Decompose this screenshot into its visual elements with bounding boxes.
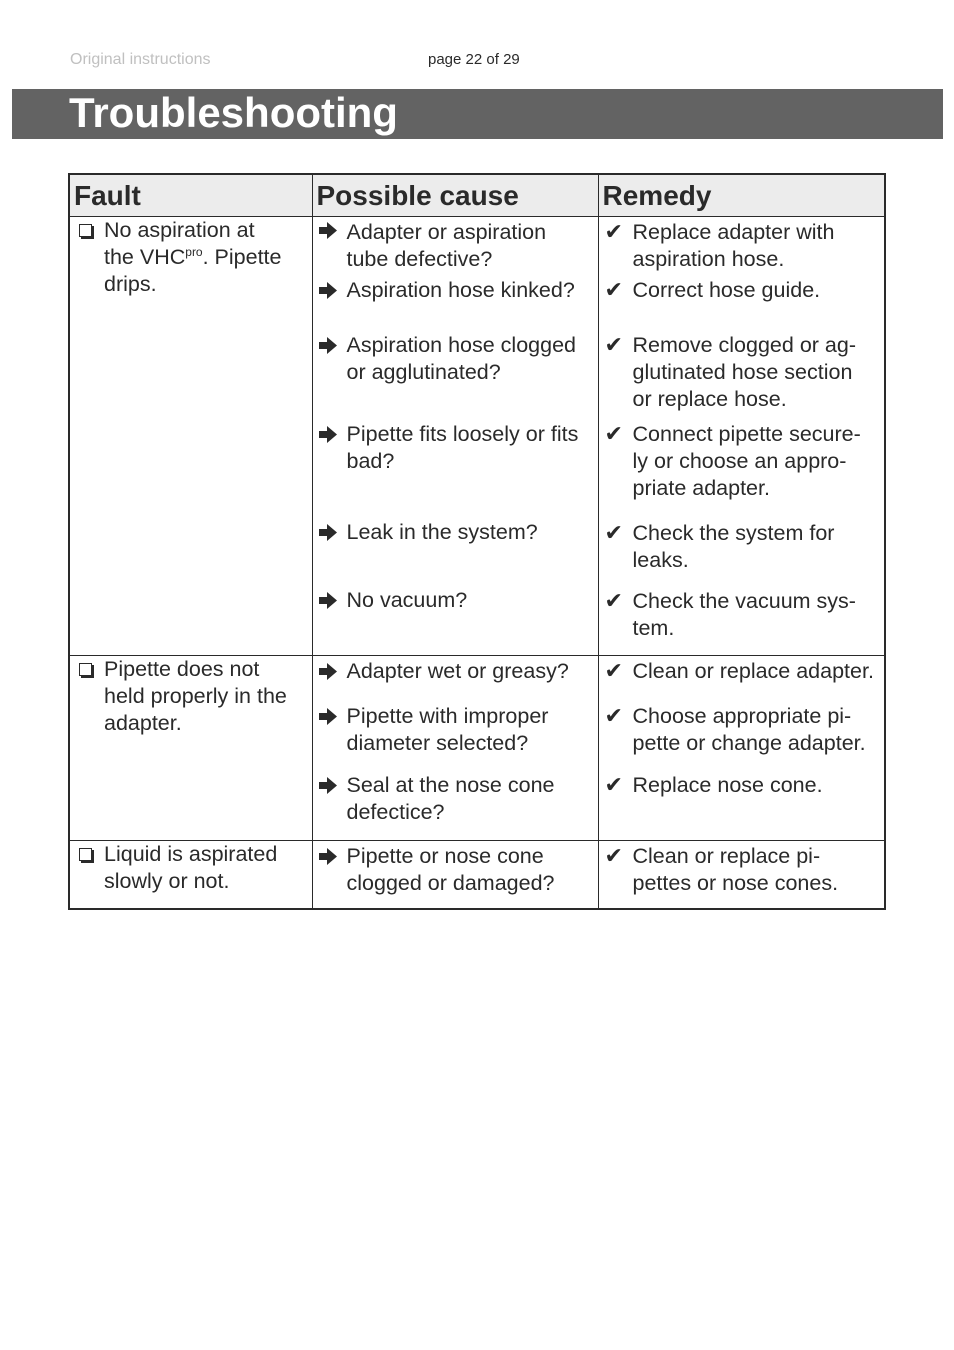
cause-text-line: Adapter or aspiration [346,220,547,244]
remedy-cell [598,841,885,910]
remedy-text-line: Connect pipette secure- [632,422,861,446]
remedy-text-line: ly or choose an appro- [632,449,847,473]
checkbox-square-icon [74,841,100,868]
checkmark-icon: ✔ [604,220,623,245]
cause-text-line: No vacuum? [346,588,468,612]
fault-text-line: Liquid is aspirated [104,842,278,866]
cause-text-line: Adapter wet or greasy? [346,659,569,683]
cause-item [313,656,598,685]
remedy-text-line: glutinated hose section [632,360,853,384]
remedy-text-line: Correct hose guide. [632,278,821,302]
remedy-item [599,304,885,413]
table-row [69,656,885,841]
cause-item [313,273,598,304]
cause-text-line: diameter selected? [346,731,529,755]
arrow-right-icon [317,277,343,304]
page-title: Troubleshooting [69,89,398,136]
cause-text-line: Aspiration hose clogged [346,333,576,357]
remedy-text-line: tem. [632,616,675,640]
remedy-text-line: Check the system for [632,521,835,545]
troubleshooting-table [68,173,886,910]
checkmark-icon: ✔ [604,659,623,684]
fault-text-line: the $VHC^{pro}$. Pipette [104,245,282,269]
cause-cell [312,656,598,841]
fault-text-line: drips. [104,272,157,296]
document-label: Original instructions [70,51,211,68]
remedy-item [599,574,885,642]
arrow-right-icon [317,658,343,685]
remedy-text-line: Remove clogged or ag- [632,333,856,357]
remedy-item [599,217,885,273]
cause-item [313,546,598,655]
cause-item [313,685,598,757]
cause-text-line: bad? [346,449,395,473]
cause-cell [312,841,598,910]
cause-text-line: Aspiration hose kinked? [346,278,575,302]
remedy-text-line: or replace hose. [632,387,787,411]
cause-item [313,841,598,908]
arrow-right-icon [317,217,343,244]
cause-text-line: defectice? [346,800,445,824]
header-possible-cause: Possible cause [312,174,598,217]
remedy-text-line: Clean or replace pi- [632,844,821,868]
remedy-cell [598,217,885,656]
cause-text-line: Leak in the system? [346,520,538,544]
header-fault: Fault [69,174,312,217]
remedy-text-line: Check the vacuum sys- [632,589,856,613]
fault-text-line: No aspiration at [104,218,255,242]
remedy-text-line: leaks. [632,548,689,572]
cause-text-line: Pipette or nose cone [346,844,544,868]
checkmark-icon: ✔ [604,333,623,358]
cause-text-line: Pipette with improper [346,704,549,728]
cause-item [313,475,598,546]
checkmark-icon: ✔ [604,278,623,303]
table-header-row [69,174,885,217]
arrow-right-icon [317,519,343,546]
cause-item [313,386,598,475]
remedy-cell [598,656,885,841]
checkbox-square-icon [74,656,100,683]
remedy-item [599,502,885,574]
remedy-text-line: pette or change adapter. [632,731,866,755]
remedy-text-line: pettes or nose cones. [632,871,839,895]
fault-item [70,656,312,737]
fault-item [70,217,312,298]
header-remedy: Remedy [598,174,885,217]
checkmark-icon: ✔ [604,704,623,729]
fault-text-line: slowly or not. [104,869,230,893]
cause-cell [312,217,598,656]
arrow-right-icon [317,703,343,730]
checkmark-icon: ✔ [604,844,623,869]
remedy-text-line: Replace adapter with [632,220,835,244]
arrow-right-icon [317,587,343,614]
arrow-right-icon [317,421,343,448]
fault-text-line: Pipette does not [104,657,260,681]
cause-text-line: or agglutinated? [346,360,501,384]
remedy-text-line: Replace nose cone. [632,773,823,797]
checkbox-square-icon [74,217,100,244]
remedy-text-line: aspiration hose. [632,247,785,271]
arrow-right-icon [317,332,343,359]
page-number: page 22 of 29 [428,51,520,68]
remedy-text-line: priate adapter. [632,476,770,500]
fault-cell [69,656,312,841]
table-row [69,841,885,910]
checkmark-icon: ✔ [604,422,623,447]
remedy-item [599,685,885,757]
cause-text-line: Seal at the nose cone [346,773,555,797]
cause-item [313,217,598,273]
remedy-item [599,757,885,799]
remedy-item [599,273,885,304]
arrow-right-icon [317,772,343,799]
remedy-item [599,841,885,897]
remedy-item [599,413,885,502]
remedy-text-line: Clean or replace adapter. [632,659,874,683]
cause-text-line: Pipette fits loosely or fits [346,422,579,446]
table-row [69,217,885,656]
cause-text-line: clogged or damaged? [346,871,555,895]
remedy-item [599,656,885,685]
title-bar [12,89,943,139]
arrow-right-icon [317,843,343,870]
fault-cell [69,841,312,910]
fault-text-line: held properly in the [104,684,287,708]
fault-text-line: adapter. [104,711,182,735]
checkmark-icon: ✔ [604,521,623,546]
cause-item [313,757,598,840]
superscript-pro: pro [185,245,203,259]
cause-text-line: tube defective? [346,247,493,271]
fault-cell [69,217,312,656]
cause-item [313,304,598,386]
checkmark-icon: ✔ [604,773,623,798]
checkmark-icon: ✔ [604,589,623,614]
fault-item [70,841,312,895]
remedy-text-line: Choose appropriate pi- [632,704,852,728]
